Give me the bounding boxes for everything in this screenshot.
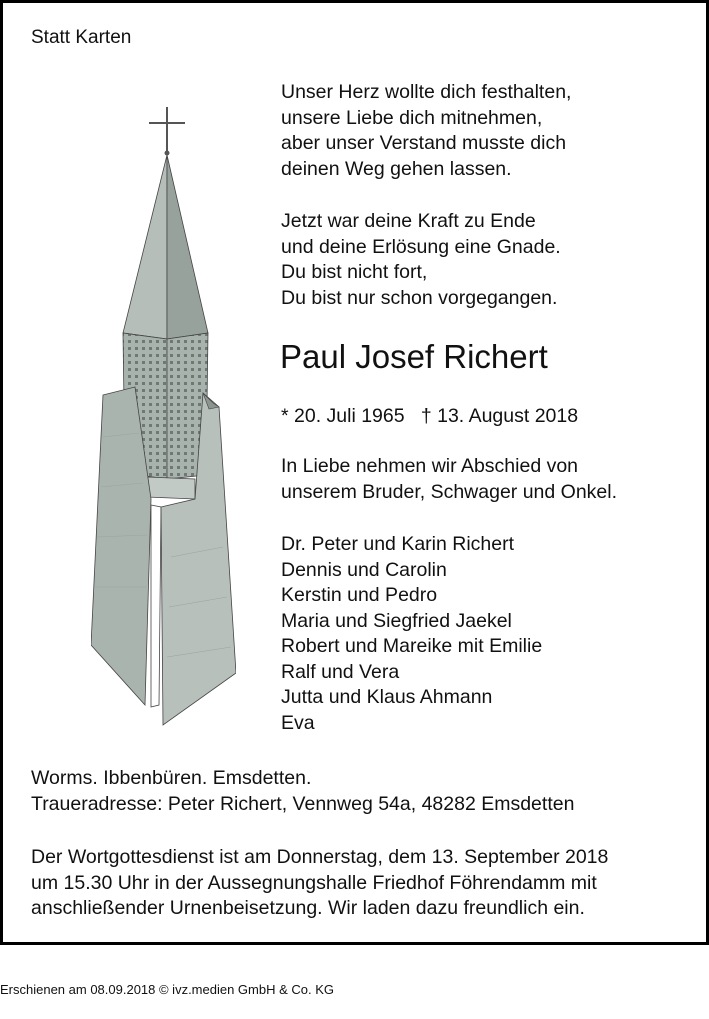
address-block — [31, 766, 574, 817]
church-tower-image — [91, 107, 236, 742]
mourner-item: Jutta und Klaus Ahmann — [281, 686, 493, 708]
poem-line: Unser Herz wollte dich festhalten, — [281, 81, 572, 103]
mourner-item: Dr. Peter und Karin Richert — [281, 533, 515, 555]
service-notice — [31, 845, 608, 922]
death-date: † 13. August 2018 — [420, 405, 579, 427]
mourner-item: Eva — [281, 711, 315, 734]
poem-line: aber unser Verstand musste dich — [281, 132, 567, 154]
places-line: Worms. Ibbenbüren. Emsdetten. — [31, 767, 312, 789]
life-dates — [281, 403, 578, 429]
mourner-item: Kerstin und Pedro — [281, 584, 438, 606]
poem-stanza-1 — [281, 80, 571, 182]
service-line: um 15.30 Uhr in der Aussegnungshalle Friedhof Föhrendamm mit — [31, 871, 597, 894]
mourning-address: Traueradresse: Peter Richert, Vennweg 54a, 48282 Emsdetten — [31, 792, 575, 815]
poem-line: Du bist nicht fort, — [281, 261, 428, 283]
farewell-line: In Liebe nehmen wir Abschied von — [281, 455, 579, 477]
deceased-name: Paul Josef Richert — [280, 338, 548, 375]
poem-line: Jetzt war deine Kraft zu Ende — [281, 210, 536, 232]
poem-line: Du bist nur schon vorgegangen. — [281, 286, 558, 309]
poem-stanza-2 — [281, 209, 561, 311]
birth-date: * 20. Juli 1965 — [281, 405, 405, 427]
poem-line: und deine Erlösung eine Gnade. — [281, 235, 561, 258]
header-text: Statt Karten — [31, 27, 132, 48]
mourner-item: Dennis und Carolin — [281, 558, 447, 581]
publication-credit: Erschienen am 08.09.2018 © ivz.medien GmbH & Co. KG — [0, 982, 335, 997]
poem-line: unsere Liebe dich mitnehmen, — [281, 106, 543, 129]
mourner-item: Robert und Mareike mit Emilie — [281, 635, 543, 657]
mourner-item: Ralf und Vera — [281, 660, 400, 683]
mourner-item: Maria und Siegfried Jaekel — [281, 609, 512, 632]
mourners-list — [281, 532, 542, 736]
farewell-line: unserem Bruder, Schwager und Onkel. — [281, 480, 618, 503]
service-line: anschließender Urnenbeisetzung. Wir laden dazu freundlich ein. — [31, 897, 585, 919]
service-line: Der Wortgottesdienst ist am Donnerstag, dem 13. September 2018 — [31, 846, 609, 868]
farewell-text — [281, 454, 617, 505]
poem-line: deinen Weg gehen lassen. — [281, 157, 512, 180]
